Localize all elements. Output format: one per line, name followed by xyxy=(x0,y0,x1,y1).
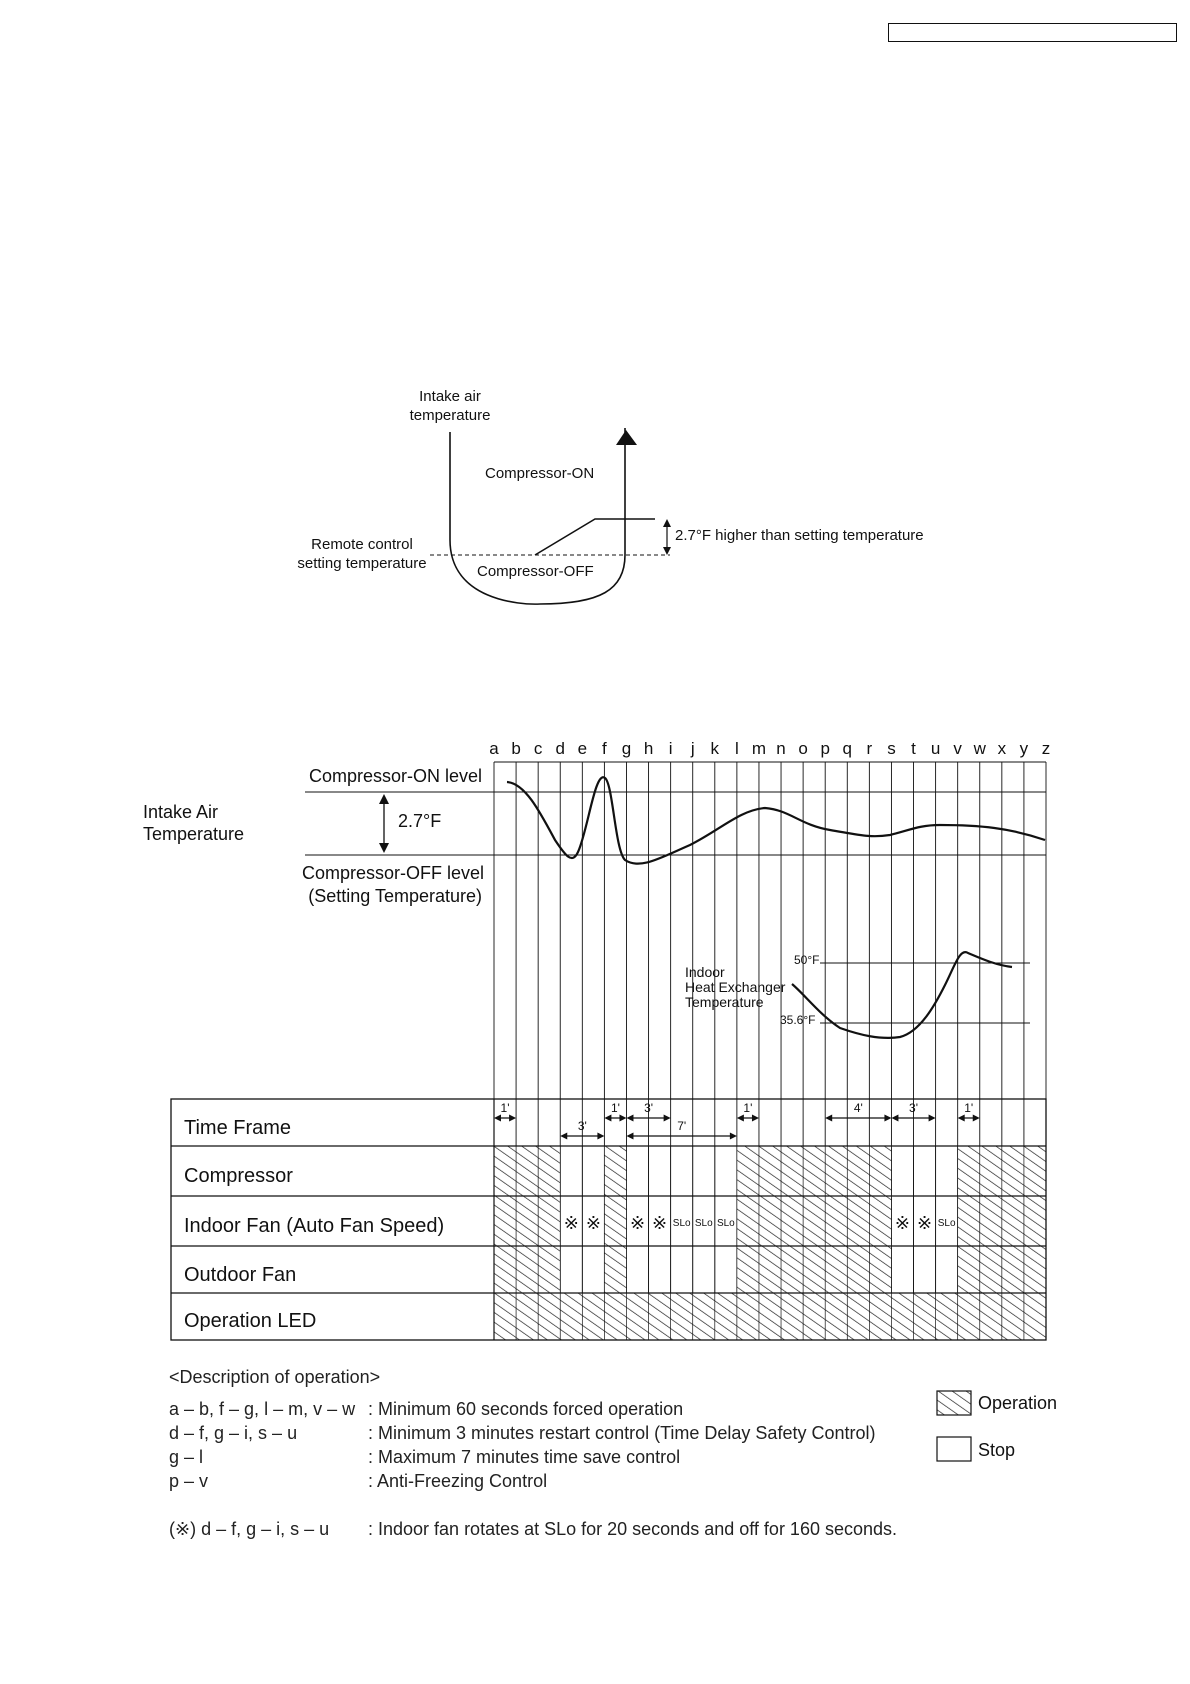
led-on-bar xyxy=(494,1293,1046,1340)
time-arrow-right xyxy=(884,1115,891,1122)
description-left-4: p – v xyxy=(169,1471,209,1491)
time-span-label: 1' xyxy=(500,1101,510,1115)
time-arrow-left xyxy=(958,1115,965,1122)
indoor-fan-on-bar xyxy=(737,1196,892,1246)
time-arrow-right xyxy=(664,1115,671,1122)
description-right-1: : Minimum 60 seconds forced operation xyxy=(368,1399,684,1419)
setting-label-1: Remote control xyxy=(311,536,413,553)
slot-letter: p xyxy=(820,739,830,758)
row-label-compressor: Compressor xyxy=(184,1165,293,1187)
hex-label-2: Heat Exchanger xyxy=(685,979,786,995)
time-arrow-left xyxy=(560,1133,567,1140)
slot-letter: v xyxy=(953,739,962,758)
slot-letter: u xyxy=(930,739,941,758)
description-left-3: g – l xyxy=(169,1447,204,1467)
legend-stop-label: Stop xyxy=(978,1440,1016,1460)
time-span-label: 1' xyxy=(964,1101,974,1115)
compressor-on-bar xyxy=(737,1146,892,1196)
time-arrow-right xyxy=(509,1115,516,1122)
intake-temp-curve xyxy=(507,777,1045,863)
state-bars xyxy=(494,1146,1046,1340)
intake-air-label-1: Intake air xyxy=(419,388,481,405)
time-arrow-right xyxy=(730,1133,737,1140)
slot-letter: q xyxy=(842,739,853,758)
time-arrow-left xyxy=(891,1115,898,1122)
time-span-label: 3' xyxy=(909,1101,919,1115)
intake-air-title-1: Intake Air xyxy=(143,802,219,822)
compressor-off-level-label-1: Compressor-OFF level xyxy=(301,863,484,883)
compressor-on-label: Compressor-ON xyxy=(485,465,595,482)
time-span-label: 1' xyxy=(610,1101,620,1115)
slot-letter: a xyxy=(489,739,499,758)
slot-letter: c xyxy=(533,739,543,758)
legend-operation-label: Operation xyxy=(978,1393,1058,1413)
hex-label-3: Temperature xyxy=(685,994,764,1010)
time-arrow-left xyxy=(494,1115,501,1122)
intake-air-label-2: temperature xyxy=(409,407,491,424)
legend-operation-swatch xyxy=(936,1390,972,1416)
slot-letter: o xyxy=(798,739,808,758)
time-arrow-left xyxy=(825,1115,832,1122)
time-arrow-right xyxy=(973,1115,980,1122)
indoor-fan-on-bar xyxy=(604,1196,626,1246)
fan-off-mark: ※ xyxy=(629,1213,646,1233)
time-span-label: 4' xyxy=(853,1101,863,1115)
slot-letter: f xyxy=(602,739,607,758)
compressor-on-bar xyxy=(494,1146,560,1196)
description-title: <Description of operation> xyxy=(169,1367,381,1387)
slot-letter: k xyxy=(710,739,720,758)
outdoor-fan-on-bar xyxy=(494,1246,560,1293)
description-right-4: : Anti-Freezing Control xyxy=(368,1471,548,1491)
fan-off-mark: ※ xyxy=(563,1213,579,1233)
description-note-left: (※) d – f, g – i, s – u xyxy=(169,1519,330,1539)
slot-letter: g xyxy=(621,739,632,758)
slot-letter: y xyxy=(1019,739,1029,758)
slot-letter: z xyxy=(1041,739,1051,758)
time-arrow-left xyxy=(626,1115,633,1122)
time-arrow-left xyxy=(604,1115,611,1122)
slot-letter: r xyxy=(866,739,873,758)
slot-letter: s xyxy=(887,739,896,758)
compressor-on-bar xyxy=(604,1146,626,1196)
description-right-3: : Maximum 7 minutes time save control xyxy=(368,1447,681,1467)
delta-arrow-down xyxy=(379,843,389,853)
time-span-label: 3' xyxy=(577,1119,587,1133)
time-arrow-left xyxy=(626,1133,633,1140)
time-arrow-right xyxy=(619,1115,626,1122)
fan-slo-mark: SLo xyxy=(937,1218,956,1229)
compressor-off-level-label-2: (Setting Temperature) xyxy=(308,886,482,906)
hex-35-label: 35.6°F xyxy=(780,1013,816,1027)
slot-letter: e xyxy=(577,739,588,758)
time-arrow-right xyxy=(929,1115,936,1122)
outdoor-fan-on-bar xyxy=(604,1246,626,1293)
description-left-2: d – f, g – i, s – u xyxy=(169,1423,298,1443)
fan-off-mark: ※ xyxy=(585,1213,601,1233)
setting-label-2: setting temperature xyxy=(297,555,427,572)
row-label-operation-led: Operation LED xyxy=(184,1310,317,1332)
description-note-right: : Indoor fan rotates at SLo for 20 seconds and off for 160 seconds. xyxy=(368,1519,898,1539)
slot-letter: d xyxy=(555,739,565,758)
compressor-off-label: Compressor-OFF xyxy=(477,563,594,580)
offset-label: 2.7°F higher than setting temperature xyxy=(675,527,924,544)
slot-letter: i xyxy=(668,739,673,758)
slot-letter: m xyxy=(751,739,767,758)
delta-label: 2.7°F xyxy=(398,811,442,831)
fan-off-mark: ※ xyxy=(652,1213,668,1233)
hex-50-label: 50°F xyxy=(794,953,820,967)
row-label-indoor-fan: Indoor Fan (Auto Fan Speed) xyxy=(184,1215,445,1237)
slot-letter: t xyxy=(911,739,916,758)
time-span-label: 7' xyxy=(677,1119,687,1133)
outdoor-fan-on-bar xyxy=(737,1246,892,1293)
fan-off-mark: ※ xyxy=(917,1213,933,1233)
legend-stop-swatch xyxy=(936,1436,972,1462)
slot-letter: h xyxy=(643,739,654,758)
time-span-label: 1' xyxy=(743,1101,753,1115)
description-right-2: : Minimum 3 minutes restart control (Time Delay Safety Control) xyxy=(368,1423,876,1443)
time-arrow-left xyxy=(737,1115,744,1122)
slot-letter: b xyxy=(511,739,521,758)
delta-arrow-up xyxy=(379,794,389,804)
fan-slo-mark: SLo xyxy=(672,1218,691,1229)
description-left-1: a – b, f – g, l – m, v – w xyxy=(169,1399,356,1419)
indoor-fan-on-bar xyxy=(494,1196,560,1246)
time-arrow-right xyxy=(597,1133,604,1140)
slot-letter: n xyxy=(776,739,786,758)
time-arrow-right xyxy=(752,1115,759,1122)
intake-air-title-2: Temperature xyxy=(143,824,245,844)
slot-letter: w xyxy=(973,739,986,758)
fan-off-mark: ※ xyxy=(894,1213,911,1233)
slot-letter: x xyxy=(997,739,1007,758)
slot-letter: j xyxy=(690,739,695,758)
slot-letter: l xyxy=(734,739,739,758)
row-label-time-frame: Time Frame xyxy=(184,1117,292,1139)
time-span-label: 3' xyxy=(644,1101,654,1115)
row-label-outdoor-fan: Outdoor Fan xyxy=(184,1264,297,1286)
hex-label-1: Indoor xyxy=(685,964,725,980)
compressor-on-level-label: Compressor-ON level xyxy=(308,766,482,786)
fan-slo-mark: SLo xyxy=(694,1218,713,1229)
slot-letters xyxy=(489,739,1050,758)
fan-slo-mark: SLo xyxy=(716,1218,735,1229)
